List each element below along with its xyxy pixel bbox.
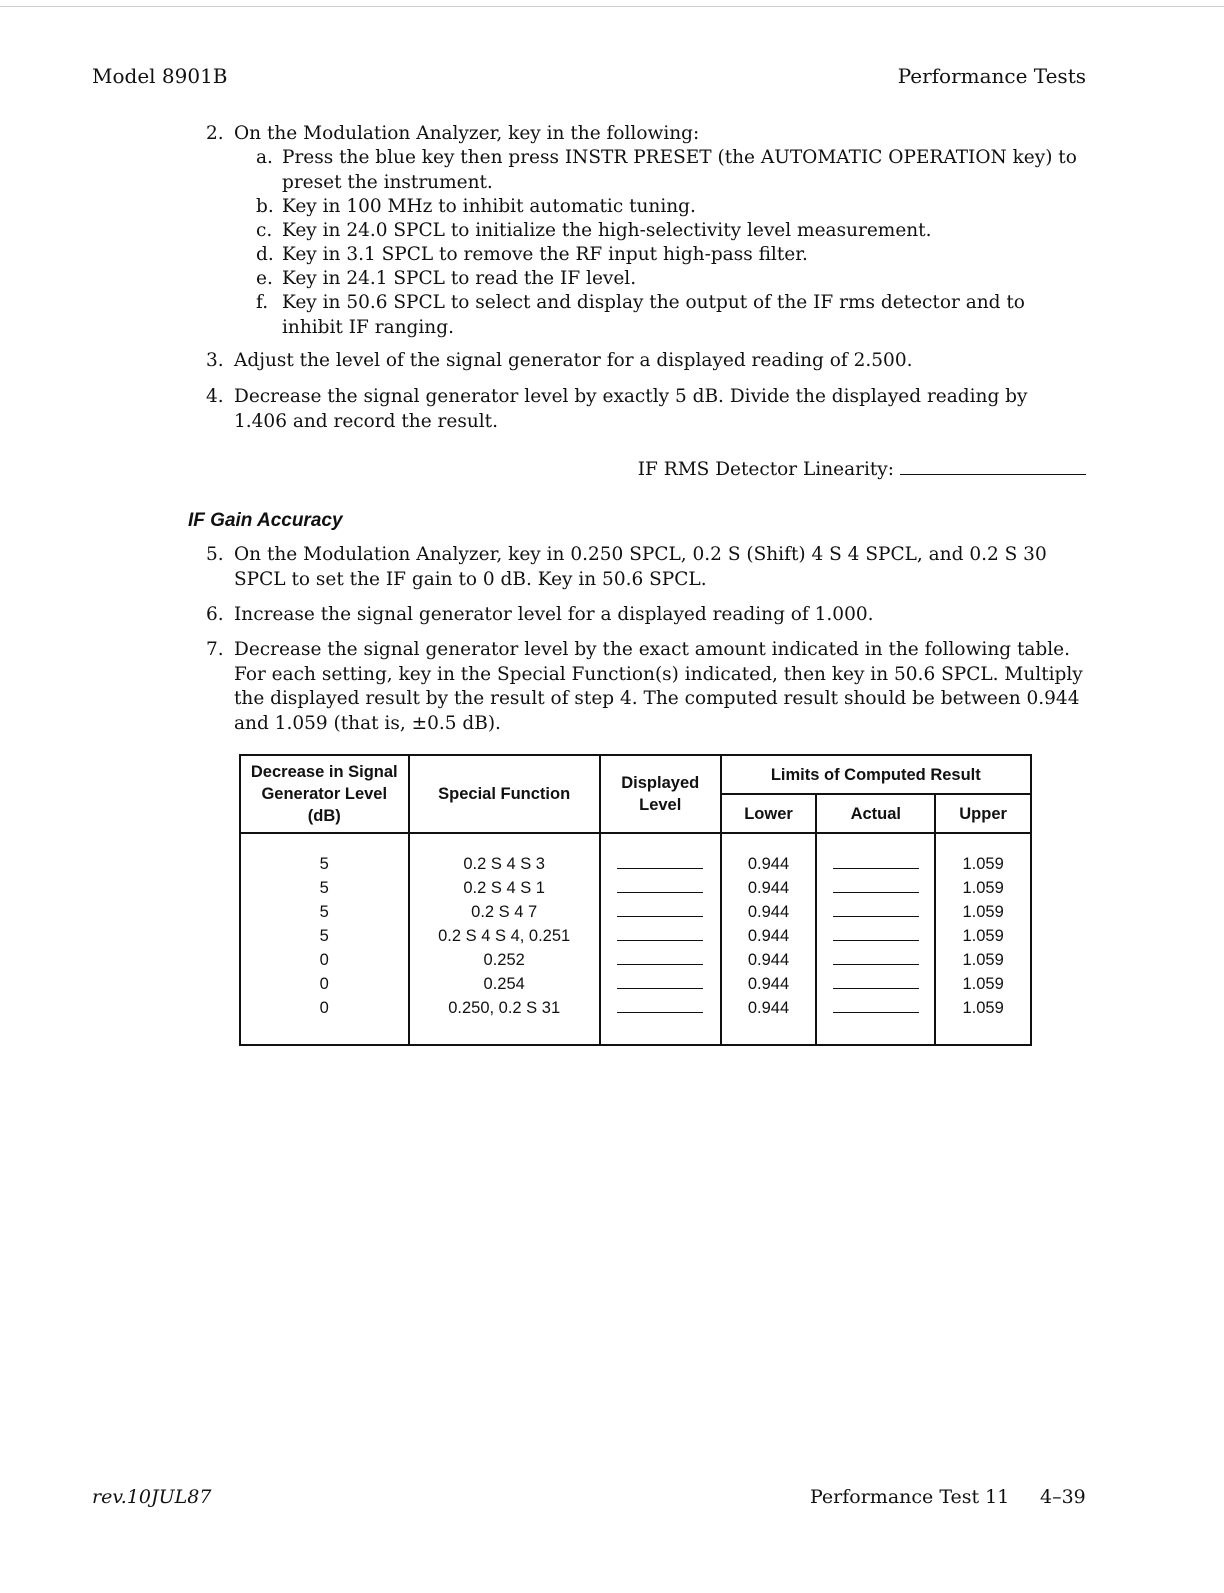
substep-letter: f. <box>256 292 269 313</box>
cell-decrease: 5 <box>240 900 409 924</box>
step-4 <box>206 385 1086 434</box>
substep-f <box>256 291 1086 340</box>
step-text: Adjust the level of the signal generator for a displayed reading of 2.500. <box>234 350 913 371</box>
cell-special: 0.2 S 4 S 4, 0.251 <box>409 924 600 948</box>
actual-blank[interactable] <box>833 974 919 989</box>
substep-text: Key in 50.6 SPCL to select and display the output of the IF rms detector and to inhibit IF ranging. <box>282 292 1025 338</box>
step-text: On the Modulation Analyzer, key in the following: <box>234 123 700 144</box>
col-header-displayed: Displayed Level <box>600 755 721 833</box>
col-header-actual: Actual <box>816 794 935 833</box>
substep-text: Key in 3.1 SPCL to remove the RF input high-pass filter. <box>282 244 808 265</box>
substep-text: Key in 24.1 SPCL to read the IF level. <box>282 268 637 289</box>
step-5 <box>206 543 1086 592</box>
cell-decrease: 0 <box>240 948 409 972</box>
displayed-blank[interactable] <box>617 950 703 965</box>
gain-accuracy-table <box>239 754 1032 1046</box>
cell-decrease: 5 <box>240 852 409 876</box>
linearity-blank[interactable] <box>900 455 1086 475</box>
linearity-field <box>638 455 1086 480</box>
cell-lower: 0.944 <box>721 996 817 1020</box>
section-title: IF Gain Accuracy <box>188 510 343 531</box>
substep-a <box>256 146 1086 195</box>
step-number: 2. <box>206 123 224 144</box>
substep-text: Press the blue key then press INSTR PRESET (the AUTOMATIC OPERATION key) to preset the instrument. <box>282 147 1077 193</box>
header-model: Model 8901B <box>92 64 228 88</box>
substep-e <box>256 267 1086 292</box>
footer-page-number: 4–39 <box>1040 1486 1086 1508</box>
cell-upper: 1.059 <box>935 948 1031 972</box>
displayed-blank[interactable] <box>617 854 703 869</box>
cell-displayed[interactable] <box>600 972 721 996</box>
col-header-lower: Lower <box>721 794 817 833</box>
cell-special: 0.254 <box>409 972 600 996</box>
cell-special: 0.252 <box>409 948 600 972</box>
step-text: Decrease the signal generator level by exactly 5 dB. Divide the displayed reading by 1.406 and record the result. <box>234 386 1028 432</box>
cell-decrease: 5 <box>240 924 409 948</box>
step-2 <box>206 122 1086 147</box>
step-6 <box>206 603 1086 628</box>
step-number: 6. <box>206 604 224 625</box>
step-number: 3. <box>206 350 224 371</box>
substep-b <box>256 195 1086 220</box>
cell-actual[interactable] <box>816 852 935 876</box>
cell-displayed[interactable] <box>600 996 721 1020</box>
substep-text: Key in 24.0 SPCL to initialize the high-selectivity level measurement. <box>282 220 932 241</box>
footer-test-name: Performance Test 11 <box>810 1486 1010 1508</box>
table-row <box>240 876 1031 900</box>
step-7 <box>206 638 1086 736</box>
substep-letter: b. <box>256 196 274 217</box>
displayed-blank[interactable] <box>617 998 703 1013</box>
actual-blank[interactable] <box>833 950 919 965</box>
col-header-decrease: Decrease in Signal Generator Level (dB) <box>240 755 409 833</box>
cell-upper: 1.059 <box>935 924 1031 948</box>
step-number: 5. <box>206 544 224 565</box>
cell-special: 0.250, 0.2 S 31 <box>409 996 600 1020</box>
table-row <box>240 948 1031 972</box>
displayed-blank[interactable] <box>617 878 703 893</box>
cell-actual[interactable] <box>816 948 935 972</box>
displayed-blank[interactable] <box>617 902 703 917</box>
actual-blank[interactable] <box>833 902 919 917</box>
step-3 <box>206 349 1086 374</box>
table-row <box>240 900 1031 924</box>
table-row <box>240 996 1031 1020</box>
cell-upper: 1.059 <box>935 996 1031 1020</box>
step-number: 4. <box>206 386 224 407</box>
cell-upper: 1.059 <box>935 876 1031 900</box>
step-text: On the Modulation Analyzer, key in 0.250 SPCL, 0.2 S (Shift) 4 S 4 SPCL, and 0.2 S 30 SPCL to set the IF gain to 0 dB. Key in 50.6 SPCL. <box>234 544 1047 590</box>
substep-letter: c. <box>256 220 273 241</box>
cell-lower: 0.944 <box>721 852 817 876</box>
actual-blank[interactable] <box>833 878 919 893</box>
step-text: Decrease the signal generator level by the exact amount indicated in the following table. For each setting, key in the Special Function(s) indicated, then key in 50.6 SPCL. Multiply the displayed result by the result of step 4. The computed result should be between 0.944 and 1.059 (that is, ±0.5 dB). <box>234 639 1083 734</box>
cell-actual[interactable] <box>816 924 935 948</box>
actual-blank[interactable] <box>833 998 919 1013</box>
cell-displayed[interactable] <box>600 852 721 876</box>
cell-lower: 0.944 <box>721 924 817 948</box>
header-section: Performance Tests <box>897 64 1086 88</box>
substep-text: Key in 100 MHz to inhibit automatic tuning. <box>282 196 696 217</box>
actual-blank[interactable] <box>833 854 919 869</box>
cell-lower: 0.944 <box>721 948 817 972</box>
cell-lower: 0.944 <box>721 900 817 924</box>
step-number: 7. <box>206 639 224 660</box>
substep-c <box>256 219 1086 244</box>
cell-actual[interactable] <box>816 972 935 996</box>
cell-decrease: 0 <box>240 996 409 1020</box>
cell-displayed[interactable] <box>600 876 721 900</box>
cell-decrease: 5 <box>240 876 409 900</box>
table-row <box>240 924 1031 948</box>
cell-upper: 1.059 <box>935 852 1031 876</box>
cell-lower: 0.944 <box>721 972 817 996</box>
cell-lower: 0.944 <box>721 876 817 900</box>
substep-letter: d. <box>256 244 274 265</box>
col-header-upper: Upper <box>935 794 1031 833</box>
cell-displayed[interactable] <box>600 948 721 972</box>
cell-displayed[interactable] <box>600 900 721 924</box>
cell-upper: 1.059 <box>935 972 1031 996</box>
displayed-blank[interactable] <box>617 974 703 989</box>
substep-d <box>256 243 1086 268</box>
col-header-limits: Limits of Computed Result <box>721 755 1031 794</box>
step-text: Increase the signal generator level for a displayed reading of 1.000. <box>234 604 874 625</box>
substep-letter: e. <box>256 268 273 289</box>
substep-letter: a. <box>256 147 273 168</box>
cell-actual[interactable] <box>816 900 935 924</box>
col-header-special: Special Function <box>409 755 600 833</box>
footer-revision: rev.10JUL87 <box>92 1486 212 1508</box>
cell-special: 0.2 S 4 S 3 <box>409 852 600 876</box>
top-rule <box>0 6 1224 7</box>
table-row <box>240 852 1031 876</box>
actual-blank[interactable] <box>833 926 919 941</box>
cell-actual[interactable] <box>816 876 935 900</box>
displayed-blank[interactable] <box>617 926 703 941</box>
cell-special: 0.2 S 4 7 <box>409 900 600 924</box>
linearity-label: IF RMS Detector Linearity: <box>637 459 894 480</box>
cell-displayed[interactable] <box>600 924 721 948</box>
cell-actual[interactable] <box>816 996 935 1020</box>
cell-special: 0.2 S 4 S 1 <box>409 876 600 900</box>
cell-decrease: 0 <box>240 972 409 996</box>
table-row <box>240 972 1031 996</box>
cell-upper: 1.059 <box>935 900 1031 924</box>
